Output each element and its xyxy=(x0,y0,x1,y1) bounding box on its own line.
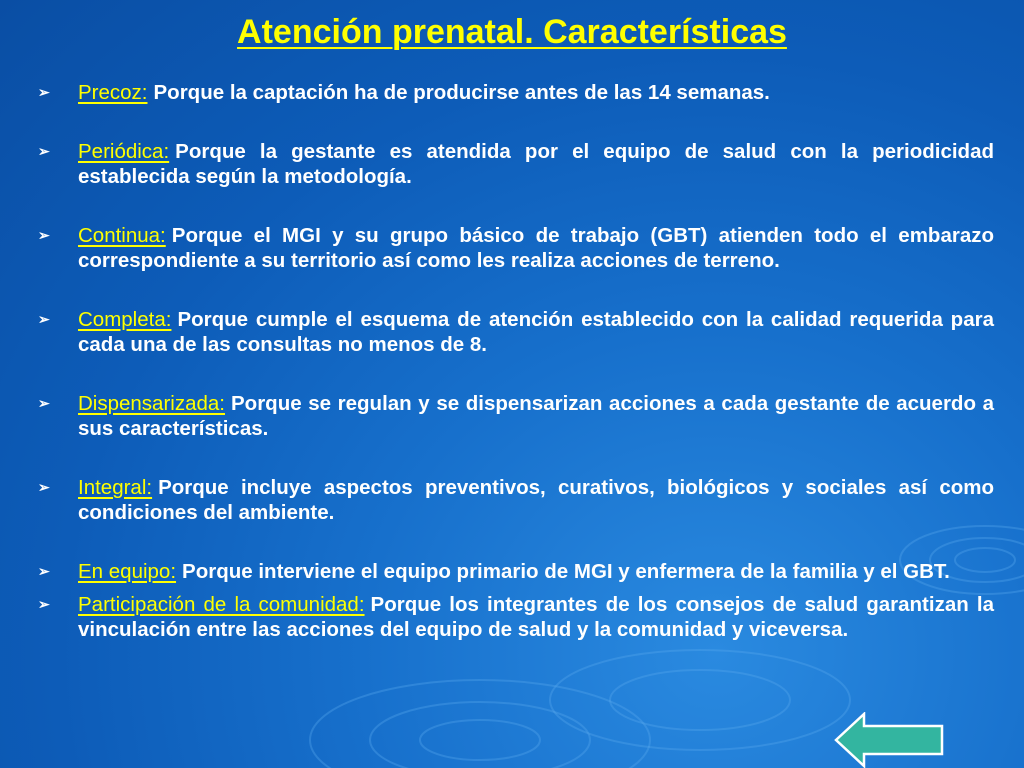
term-label: Integral: xyxy=(78,476,153,499)
back-button[interactable] xyxy=(834,712,946,768)
term-description: Porque la gestante es atendida por el equipo de salud con la periodicidad establecida según la metodología. xyxy=(78,140,994,188)
left-arrow-icon xyxy=(836,714,942,766)
arrowhead-bullet-icon: ➢ xyxy=(38,563,50,579)
term-description: Porque la captación ha de producirse antes de las 14 semanas. xyxy=(153,81,770,104)
term-label: Continua: xyxy=(78,224,166,247)
arrowhead-bullet-icon: ➢ xyxy=(38,479,50,495)
term-description: Porque se regulan y se dispensarizan acciones a cada gestante de acuerdo a sus características. xyxy=(78,392,994,440)
term-label: En equipo: xyxy=(78,560,177,583)
list-item-precoz xyxy=(38,80,994,105)
list-item-integral xyxy=(38,475,994,525)
slide-title: Atención prenatal. Características xyxy=(237,13,787,51)
term-description: Porque cumple el esquema de atención establecido con la calidad requerida para cada una de las consultas no menos de 8. xyxy=(78,308,994,356)
term-label: Completa: xyxy=(78,308,172,331)
term-label: Participación de la comunidad: xyxy=(78,593,365,616)
arrowhead-bullet-icon: ➢ xyxy=(38,143,50,159)
term-label: Dispensarizada: xyxy=(78,392,225,415)
arrowhead-bullet-icon: ➢ xyxy=(38,84,50,100)
list-item-dispensarizada xyxy=(38,391,994,441)
arrowhead-bullet-icon: ➢ xyxy=(38,227,50,243)
list-item-en-equipo xyxy=(38,559,994,584)
term-label: Precoz: xyxy=(78,81,148,104)
term-label: Periódica: xyxy=(78,140,170,163)
arrowhead-bullet-icon: ➢ xyxy=(38,395,50,411)
list-item-completa xyxy=(38,307,994,357)
list-item-periodica xyxy=(38,139,994,189)
term-description: Porque incluye aspectos preventivos, curativos, biológicos y sociales así como condiciones del ambiente. xyxy=(78,476,994,524)
characteristics-list xyxy=(38,80,994,650)
term-description: Porque interviene el equipo primario de MGI y enfermera de la familia y el GBT. xyxy=(182,560,950,583)
arrowhead-bullet-icon: ➢ xyxy=(38,596,50,612)
arrowhead-bullet-icon: ➢ xyxy=(38,311,50,327)
term-description: Porque los integrantes de los consejos de salud garantizan la vinculación entre las acciones del equipo de salud y la comunidad y viceversa. xyxy=(78,593,994,641)
list-item-continua xyxy=(38,223,994,273)
list-item-participacion xyxy=(38,592,994,642)
term-description: Porque el MGI y su grupo básico de trabajo (GBT) atienden todo el embarazo correspondiente a su territorio así como les realiza acciones de terreno. xyxy=(78,224,994,272)
